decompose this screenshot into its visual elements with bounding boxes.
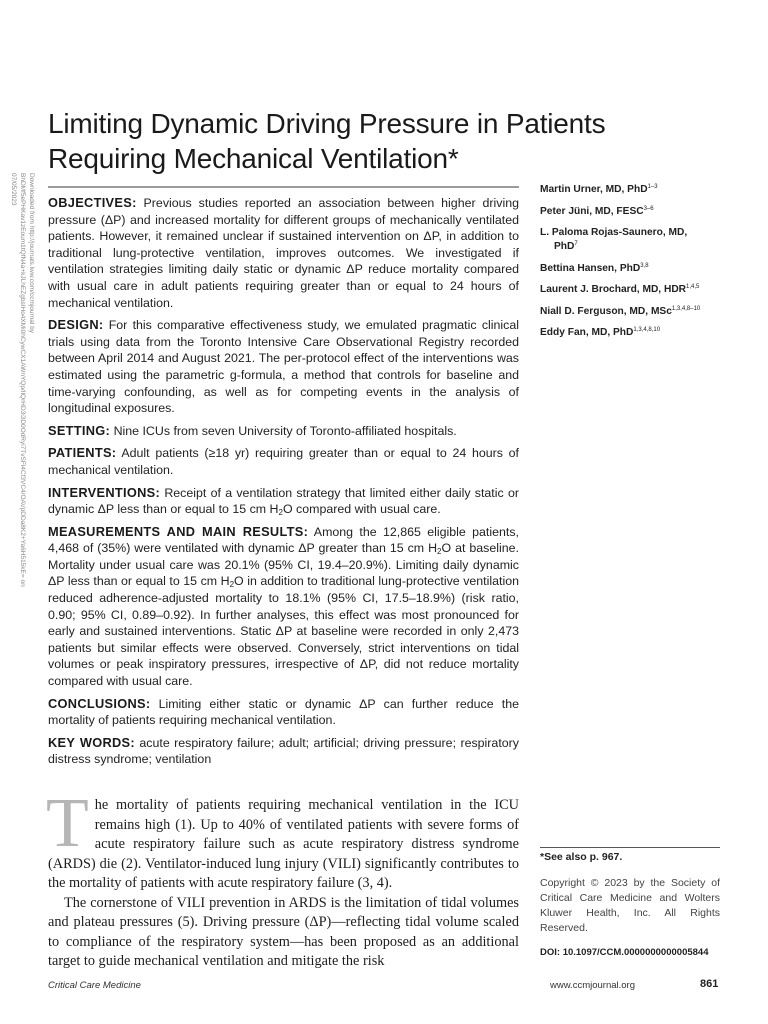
download-notice-text: Downloaded from http://journals.lww.com/ccmjournal by BhDMf5ePHKav1zEoum1tQfN4a+kJLhEZgbsIHo4XMi0hCywCX1AWnYQp/IlQrHD3i3D0OdRyi7TvSFl4Cf3VC4/OAVpDDa8K2+Ya6H515kE= on 07/05/2023 (10, 173, 35, 587)
author-name: L. Paloma Rojas-Saunero, MD, (540, 227, 688, 238)
author-affiliation: 1,4,5 (686, 284, 700, 290)
setting-label: SETTING: (48, 422, 111, 438)
objectives-label: OBJECTIVES: (48, 195, 137, 210)
author-name: Martin Urner, MD, PhD (540, 184, 648, 195)
author-affiliation: 1,3,4,8–10 (671, 305, 701, 312)
see-also-note: *See also p. 967. (540, 851, 623, 863)
author-item (540, 262, 722, 276)
footer-url[interactable]: www.ccmjournal.org (550, 980, 635, 991)
results-text: Among the 12,865 eligible patients, 4,468 of (35%) were ventilated with dynamic ΔP greater than 15 cm H (48, 524, 519, 556)
body-paragraph-2: The cornerstone of VILI prevention in ARDS is the limitation of tidal volumes and plateau pressures (5). Driving pressure (ΔP)—reflecting tidal volume scaled to compliance of the respiratory system—has been proposed as an additional target to guide mechanical ventilation and mitigate the risk (48, 894, 519, 969)
author-name: Eddy Fan, MD, PhD (540, 327, 634, 338)
author-affiliation: 1–3 (647, 184, 658, 190)
author-name: Niall D. Ferguson, MD, MSc (540, 305, 672, 317)
author-affiliation: 3,8 (640, 262, 649, 269)
author-affiliation: 3–6 (643, 205, 654, 212)
objectives-text: Previous studies reported an association between higher driving pressure (ΔP) and increased mortality for different groups of mechanically ventilated patients. However, it remained unclear if sustained intervention on ΔP, in addition to traditional lung-protective ventilation, improves outcomes. We investigated if ventilation strategies limiting daily static or dynamic ΔP reduce mortality compared with usual care in adult patients requiring greater than or equal to 24 hours of mechanical ventilation. (48, 196, 519, 310)
abstract-patients (48, 445, 519, 478)
author-item (540, 205, 722, 219)
results-text-middle: O at baseline. Mortality under usual care was 20.1% (95% CI, 19.4–20.9%). Limiting daily dynamic ΔP less than or equal to 15 cm H (48, 541, 519, 589)
abstract-interventions (48, 485, 519, 518)
see-also-rule (540, 847, 720, 848)
abstract-design (48, 317, 519, 417)
article-body (46, 785, 519, 972)
author-name-continued (540, 240, 722, 254)
design-label: DESIGN: (48, 317, 104, 333)
download-notice (8, 173, 38, 593)
page-number: 861 (700, 978, 719, 990)
conclusions-label: CONCLUSIONS: (48, 695, 151, 711)
abstract-conclusions (48, 696, 519, 729)
doi[interactable]: DOI: 10.1097/CCM.0000000000005844 (540, 947, 709, 958)
abstract-top-rule (48, 186, 519, 188)
author-name: Bettina Hansen, PhD (540, 262, 641, 274)
author-item (540, 226, 722, 254)
author-item (540, 326, 722, 340)
abstract-results (48, 524, 519, 690)
results-subscript-1: 2 (437, 547, 442, 557)
setting-text: Nine ICUs from seven University of Toronto-affiliated hospitals. (110, 423, 457, 438)
results-label: MEASUREMENTS AND MAIN RESULTS: (48, 523, 309, 539)
interventions-text-end: O compared with usual care. (282, 502, 441, 517)
abstract-keywords (48, 735, 519, 768)
article-title: Limiting Dynamic Driving Pressure in Patients Requiring Mechanical Ventilation* (48, 108, 606, 174)
interventions-text: Receipt of a ventilation strategy that limited either daily static or dynamic ΔP less than or equal to 15 cm H (48, 485, 519, 517)
abstract-objectives (48, 195, 519, 311)
author-list (540, 183, 722, 348)
results-text-end: O in addition to traditional lung-protective ventilation reduced adherence-adjusted mortality to 18.1% (95% CI, 17.5–18.9%) (risk ratio, 0.90; 95% CI, 0.89–0.92). In further analyses, this effect was most pronounced for early and sustained interventions. Static ΔP at baseline were recorded in only 2,473 patients but similar effects were observed. Conversely, strict interventions on tidal volumes or peak inspiratory pressures, irrespective of ΔP, did not reduce mortality compared with usual care. (48, 574, 519, 689)
body-paragraph-1-text: he mortality of patients requiring mechanical ventilation in the ICU remains high (1). Up to 40% of ventilated patients with severe forms of acute respiratory failure such as acute respiratory distress syndrome (ARDS) die (2). Ventilator-induced lung injury (VILI) significantly contributes to the mortality of patients with acute respiratory failure (3, 4). (48, 797, 519, 891)
design-text: For this comparative effectiveness study, we emulated pragmatic clinical trials using data from the Toronto Intensive Care Observational Registry recorded between April 2014 and August 2021. The per-protocol effect of the interventions was estimated using the parametric g-formula, a method that controls for baseline and time-varying confounding, as well as for competing events in the analysis of longitudinal exposures. (48, 318, 519, 416)
body-paragraph-1 (46, 785, 519, 894)
author-degree: PhD (554, 241, 575, 252)
author-name: Laurent J. Brochard, MD, HDR (540, 284, 687, 295)
interventions-subscript: 2 (278, 508, 283, 518)
conclusions-text: Limiting either static or dynamic ΔP can further reduce the mortality of patients requiring mechanical ventilation. (48, 696, 519, 728)
author-item (540, 183, 722, 197)
author-item (540, 305, 722, 319)
author-affiliation: 7 (574, 241, 578, 247)
results-subscript-2: 2 (229, 580, 235, 590)
abstract-setting (48, 423, 519, 440)
drop-cap: T (46, 785, 89, 862)
author-affiliation: 1,3,4,8,10 (633, 327, 661, 333)
interventions-label: INTERVENTIONS: (48, 484, 161, 500)
copyright-notice: Copyright © 2023 by the Society of Critical Care Medicine and Wolters Kluwer Health, Inc. All Rights Reserved. (540, 877, 720, 934)
author-item (540, 283, 722, 297)
abstract (48, 195, 519, 774)
author-name: Peter Jüni, MD, FESC (540, 205, 644, 217)
footer-journal-name: Critical Care Medicine (48, 980, 141, 991)
patients-label: PATIENTS: (48, 445, 117, 461)
keywords-label: KEY WORDS: (48, 734, 135, 750)
keywords-text: acute respiratory failure; adult; artificial; driving pressure; respiratory distress syndrome; ventilation (48, 735, 519, 767)
patients-text: Adult patients (≥18 yr) requiring greater than or equal to 24 hours of mechanical ventilation. (48, 446, 519, 477)
